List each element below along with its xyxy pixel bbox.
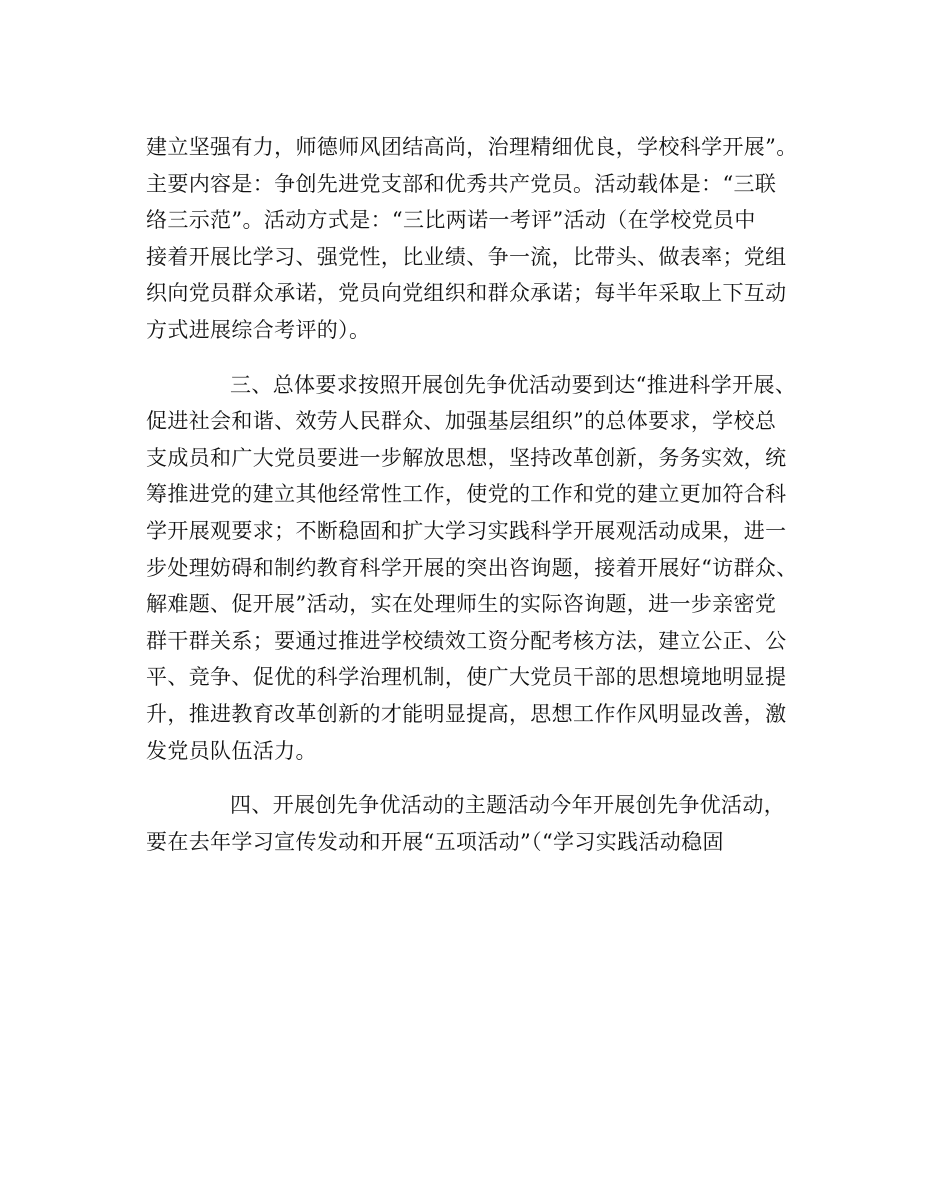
- text-line: 支成员和广大党员要进一步解放思想，坚持改革创新，务务实效，统: [146, 445, 787, 470]
- text-line: 学开展观要求；不断稳固和扩大学习实践科学开展观活动成果，进一: [146, 518, 787, 543]
- paragraph-3: [146, 787, 846, 860]
- text-line: 解难题、促开展”活动，实在处理师生的实际咨询题，进一步亲密党: [146, 592, 777, 617]
- text-line: 群干群关系；要通过推进学校绩效工资分配考核方法，建立公正、公: [146, 628, 787, 653]
- text-line: 建立坚强有力，师德师风团结高尚，治理精细优良，学校科学开展”。: [146, 135, 798, 159]
- text-line: 促进社会和谐、效劳人民群众、加强基层组织”的总体要求，学校总: [146, 409, 777, 434]
- paragraph-gap: [146, 769, 846, 787]
- text-line: 四、开展创先争优活动的主题活动今年开展创先争优活动，: [230, 793, 786, 818]
- text-line: 络三示范”。活动方式是：“三比两诺一考评”活动（在学校党员中: [146, 208, 756, 233]
- text-line: 筹推进党的建立其他经常性工作，使党的工作和党的建立更加符合科: [146, 482, 787, 507]
- text-line: 平、竞争、促优的科学治理机制，使广大党员干部的思想境地明显提: [146, 665, 787, 690]
- text-line: 步处理妨碍和制约教育科学开展的突出咨询题，接着开展好“访群众、: [146, 555, 798, 580]
- text-line: 织向党员群众承诺，党员向党组织和群众承诺；每半年采取上下互动: [146, 281, 787, 306]
- text-line: 发党员队伍活力。: [146, 738, 317, 763]
- text-line: 三、总体要求按照开展创先争优活动要到达“推进科学开展、: [230, 372, 797, 397]
- text-line: 接着开展比学习、强党性，比业绩、争一流，比带头、做表率；党组: [146, 244, 787, 269]
- paragraph-1: [146, 129, 846, 349]
- paragraph-gap: [146, 349, 846, 367]
- text-line: 主要内容是：争创先进党支部和优秀共产党员。活动载体是：“三联: [146, 171, 777, 196]
- text-line: 升，推进教育改革创新的才能明显提高，思想工作作风明显改善，激: [146, 701, 787, 726]
- text-line: 要在去年学习宣传发动和开展“五项活动”（“学习实践活动稳固: [146, 829, 724, 854]
- document-body: [146, 129, 846, 860]
- text-line: 方式进展综合考评的）。: [146, 317, 371, 342]
- paragraph-2: [146, 367, 846, 770]
